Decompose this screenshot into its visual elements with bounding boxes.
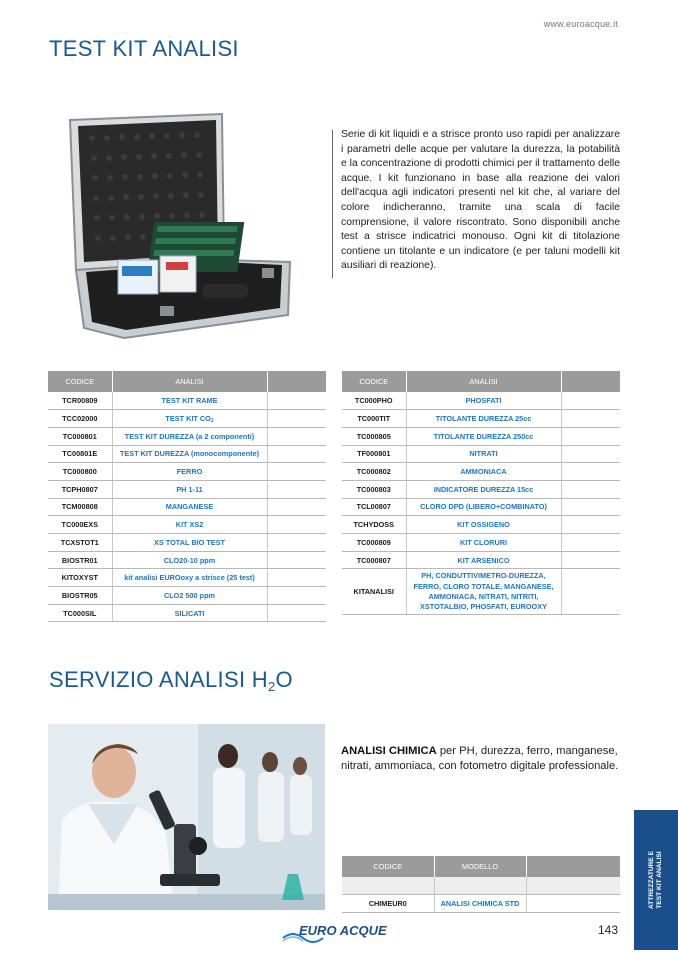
code-cell: TC000EXS <box>48 516 112 534</box>
col-header-code: CODICE <box>342 856 434 877</box>
code-cell: BIOSTR01 <box>48 551 112 569</box>
website-url: www.euroacque.it <box>543 19 618 29</box>
table-row <box>48 516 326 534</box>
table-row <box>342 427 620 445</box>
code-cell: TF000801 <box>342 445 406 463</box>
analysis-cell: INDICATORE DUREZZA 15cc <box>406 480 561 498</box>
intro-divider <box>332 130 333 278</box>
analysis-cell: MANGANESE <box>112 498 267 516</box>
table-row <box>342 569 620 615</box>
analysis-cell: TEST KIT RAME <box>112 392 267 410</box>
col-header-model: MODELLO <box>434 856 526 877</box>
table-row <box>48 463 326 481</box>
side-section-tab: ATTREZZATURE E TEST KIT ANALISI <box>634 810 678 950</box>
table-row <box>48 551 326 569</box>
code-cell: KITOXYST <box>48 569 112 587</box>
table-row <box>48 392 326 410</box>
code-cell: TC000807 <box>342 551 406 569</box>
code-cell: TC000801 <box>48 427 112 445</box>
table-row <box>342 445 620 463</box>
euroacque-logo <box>281 920 391 944</box>
analysis-cell: PH, CONDUTTIVIMETRO-DUREZZA, FERRO, CLORO TOTALE, MANGANESE, AMMONIACA, NITRATI, NITRITI, XSTOTALBIO, PHOSFATI, EUROOXY <box>406 569 561 615</box>
table-row <box>48 427 326 445</box>
analysis-cell: AMMONIACA <box>406 463 561 481</box>
analysis-cell: TEST KIT CO2 <box>112 410 267 428</box>
analysis-cell: CLO2 500 ppm <box>112 587 267 605</box>
code-cell: TC000800 <box>48 463 112 481</box>
analysis-cell: KIT CLORURI <box>406 534 561 552</box>
table-row <box>48 587 326 605</box>
table-test-kits-right <box>342 371 620 615</box>
code-cell: TCHYDOSS <box>342 516 406 534</box>
table-row <box>342 895 620 913</box>
code-cell: TCR00809 <box>48 392 112 410</box>
analysis-cell: PH 1-11 <box>112 480 267 498</box>
table-row <box>342 534 620 552</box>
analysis-cell: KIT ARSENICO <box>406 551 561 569</box>
code-cell: TCC02000 <box>48 410 112 428</box>
analysis-cell: TEST KIT DUREZZA (a 2 componenti) <box>112 427 267 445</box>
table-row <box>342 516 620 534</box>
col-header-analysis: ANALISI <box>406 371 561 392</box>
analysis-cell: KIT XS2 <box>112 516 267 534</box>
table-row <box>48 410 326 428</box>
analysis-cell: PHOSFATI <box>406 392 561 410</box>
col-header-analysis: ANALISI <box>112 371 267 392</box>
analysis-cell: CLORO DPD (LIBERO+COMBINATO) <box>406 498 561 516</box>
table-row <box>48 604 326 622</box>
lab-photo-image <box>48 724 325 910</box>
model-cell: ANALISI CHIMICA STD <box>434 895 526 913</box>
code-cell: TC000805 <box>342 427 406 445</box>
code-cell: TC000TIT <box>342 410 406 428</box>
code-cell: TC00801E <box>48 445 112 463</box>
analysis-cell: TITOLANTE DUREZZA 25cc <box>406 410 561 428</box>
table-row <box>48 480 326 498</box>
code-cell: TCL00807 <box>342 498 406 516</box>
code-cell: TC000803 <box>342 480 406 498</box>
table-row <box>48 569 326 587</box>
col-header-code: CODICE <box>342 371 406 392</box>
col-header-blank <box>561 371 620 392</box>
table-row <box>342 410 620 428</box>
code-cell: TCPH0807 <box>48 480 112 498</box>
code-cell: BIOSTR05 <box>48 587 112 605</box>
table-row <box>342 392 620 410</box>
service-description: ANALISI CHIMICA per PH, durezza, ferro, manganese, nitrati, ammoniaca, con fotometro digitale professionale. <box>341 745 619 772</box>
analysis-cell: TITOLANTE DUREZZA 250cc <box>406 427 561 445</box>
page-number: 143 <box>597 923 618 937</box>
analysis-cell: KIT OSSIGENO <box>406 516 561 534</box>
analysis-cell: XS TOTAL BIO TEST <box>112 534 267 552</box>
code-cell: CHIMEUR0 <box>342 895 434 913</box>
code-cell: KITANALISI <box>342 569 406 615</box>
table-row <box>48 498 326 516</box>
table-row <box>48 445 326 463</box>
test-kit-case-image <box>62 110 298 342</box>
col-header-blank <box>526 856 620 877</box>
table-row <box>342 480 620 498</box>
col-header-code: CODICE <box>48 371 112 392</box>
analysis-cell: NITRATI <box>406 445 561 463</box>
code-cell: TC000809 <box>342 534 406 552</box>
table-service <box>342 856 620 913</box>
table-row-spacer <box>342 877 620 895</box>
code-cell: TC000PHO <box>342 392 406 410</box>
section-title-test-kit: TEST KIT ANALISI <box>49 36 239 61</box>
svg-text:EURO ACQUE: EURO ACQUE <box>299 923 387 938</box>
analysis-cell: SILICATI <box>112 604 267 622</box>
code-cell: TC000SIL <box>48 604 112 622</box>
table-row <box>342 498 620 516</box>
analysis-cell: kit analisi EUROoxy a strisce (25 test) <box>112 569 267 587</box>
col-header-blank <box>267 371 326 392</box>
analysis-cell: FERRO <box>112 463 267 481</box>
code-cell: TC000802 <box>342 463 406 481</box>
analysis-cell: CLO20-10 ppm <box>112 551 267 569</box>
code-cell: TCXSTOT1 <box>48 534 112 552</box>
analysis-cell: TEST KIT DUREZZA (monocomponente) <box>112 445 267 463</box>
table-row <box>342 551 620 569</box>
table-row <box>48 534 326 552</box>
intro-paragraph: Serie di kit liquidi e a strisce pronto uso rapidi per analizzare i parametri delle acque per valutare la durezza, la potabilità e la concentrazione di prodotti chimici per il trattamento delle acque. I kit funzionano in base alla reazione dei valori dell'acqua agli indicatori presenti nel kit che, al variare del colore indicheranno, tramite una scala di facile comprensione, il valore riscontrato. Sono disponibili anche test a strisce indicatrici monouso. Ogni kit di titolazione contiene un titolante e un indicatore (e per taluni modelli kit ausiliari di reazione). <box>341 129 620 272</box>
table-test-kits-left <box>48 371 326 622</box>
code-cell: TCM00808 <box>48 498 112 516</box>
section-title-service: SERVIZIO ANALISI $H_2O$ <box>49 667 293 694</box>
table-row <box>342 463 620 481</box>
